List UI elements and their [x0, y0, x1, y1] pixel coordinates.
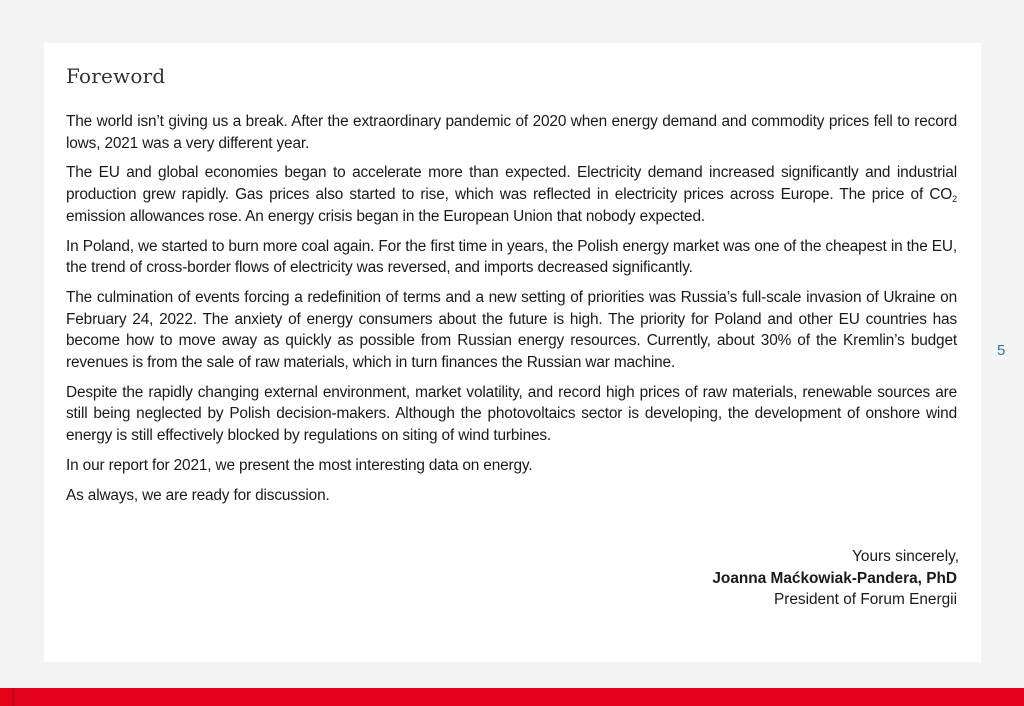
co2-prefix: CO — [929, 186, 953, 204]
paragraph-2 — [66, 162, 957, 227]
foreword-body — [66, 111, 957, 514]
paragraph-4: The culmination of events forcing a redefinition of terms and a new setting of priorities was Russia’s full-scale invasion of Ukraine on February 24, 2022. The anxiety of energy consumers about the future is high. The priority for Poland and other EU countries has become how to move away as quickly as possible from Russian energy resources. Currently, about 30% of the Kremlin’s budget revenues is from the sale of raw materials, which in turn finances the Russian war machine. — [66, 288, 957, 372]
signature-name: Joanna Maćkowiak-Pandera, PhD — [712, 569, 957, 587]
signature-role: President of Forum Energii — [773, 591, 957, 609]
paragraph-1: The world isn’t giving us a break. After the extraordinary pandemic of 2020 when energy demand and commodity prices fell to record lows, 2021 was a very different year. — [66, 113, 957, 152]
footer-accent-notch — [12, 688, 14, 706]
page-card — [44, 43, 981, 662]
signature-block — [712, 546, 957, 611]
co2-subscript: 2 — [952, 194, 957, 205]
paragraph-6: In our report for 2021, we present the most interesting data on energy. — [66, 456, 533, 474]
paragraph-7: As always, we are ready for discussion. — [66, 486, 330, 504]
footer-accent-bar — [0, 688, 1024, 706]
signature-closing: Yours sincerely, — [852, 548, 959, 565]
paragraph-5: Despite the rapidly changing external environment, market volatility, and record high prices of raw materials, renewable sources are still being neglected by Polish decision-makers. Although the photovoltaics sector is developing, the development of onshore wind energy is still effectively blocked by regulations on siting of wind turbines. — [66, 383, 957, 445]
paragraph-3: In Poland, we started to burn more coal again. For the first time in years, the Polish energy market was one of the cheapest in the EU, the trend of cross-border flows of electricity was reversed, and imports decreased significantly. — [66, 237, 957, 277]
paragraph-2-text: The EU and global economies began to accelerate more than expected. Electricity demand increased significantly and industrial production grew rapidly. Gas prices also started to rise, which was reflected in electricity prices across Europe. The price of — [66, 164, 957, 204]
page-number: 5 — [997, 342, 1006, 359]
paragraph-2-continuation: emission allowances rose. An energy crisis began in the European Union that nobody expected. — [66, 207, 705, 225]
co2-symbol — [929, 186, 957, 203]
page-title: Foreword — [66, 64, 166, 88]
